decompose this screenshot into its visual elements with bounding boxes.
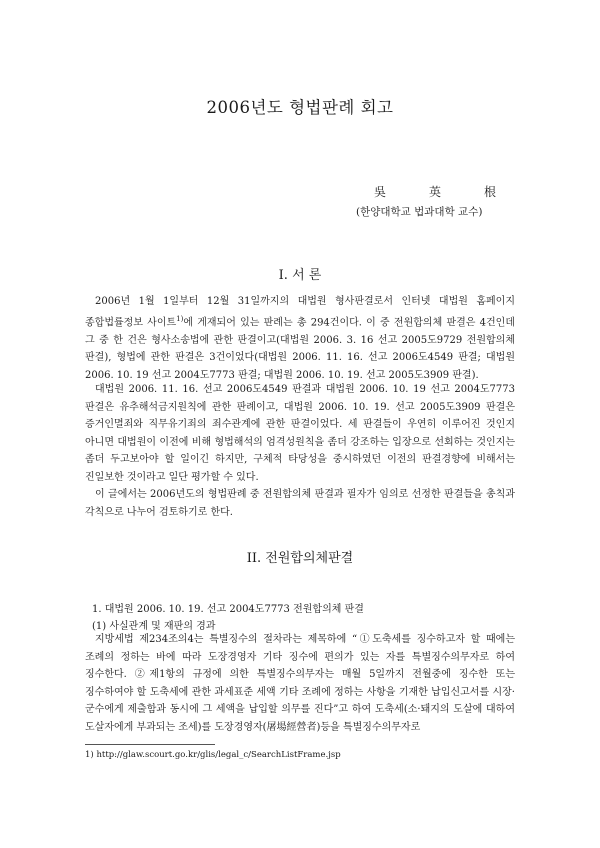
section-heading-introduction: I. 서 론 <box>278 268 322 283</box>
footnote-1 <box>85 750 341 760</box>
author-affiliation: (한양대학교 법과대학 교수) <box>356 206 483 218</box>
paragraph-3-text: 이 글에서는 2006년도의 형법판례 중 전원합의체 판결과 필자가 임의로 선정한 판결들을 총칙과 각칙으로 나누어 검토하기로 한다. <box>85 489 515 518</box>
footnote-divider <box>85 744 215 745</box>
paragraph-1-text-a: 2006년 1월 1일부터 12월 31일까지의 대법원 형사판결로서 인터넷 대법원 홈페이지 종합법률정보 사이트 <box>85 296 515 328</box>
author-char-3: 根 <box>483 185 496 199</box>
footnote-url[interactable]: http://glaw.scourt.go.kr/glis/legal_c/SearchListFrame.jsp <box>96 750 341 760</box>
paragraph-1 <box>85 293 515 384</box>
case-heading-1: 1. 대법원 2006. 10. 19. 선고 2004도7773 전원합의체 판결 <box>92 604 364 615</box>
footnote-number: 1) <box>85 750 94 760</box>
paragraph-4 <box>85 631 515 737</box>
paragraph-4-text: 지방세법 제234조의4는 특별징수의 절차라는 제목하에 “①도축세를 징수하고자 할 때에는 조례의 정하는 바에 따라 도장경영자 기타 징수에 편의가 있는 자를 특별징수의무자로 하여 징수한다. ②제1항의 규정에 의한 특별징수의무자는 매월 5일까지 전월중에 징수한 또는 징수하여야 할 도축세에 관한 과세표준 세액 기타 조례에 정하는 사항을 기재한 납입신고서를 시장·군수에게 제출함과 동시에 그 세액을 납입할 의무를 진다”고 하여 도축세(소·돼지의 도살에 대하여 도살자에게 부과되는 조세)를 도장경영자(屠場經營者)등을 특별징수의무자로 <box>85 634 515 733</box>
author-name <box>370 183 500 200</box>
section-heading-en-banc: II. 전원합의체판결 <box>246 551 354 566</box>
document-title: 2006년도 형법판례 회고 <box>206 98 394 117</box>
paragraph-3 <box>85 486 515 521</box>
author-char-1: 吳 <box>374 185 387 199</box>
footnote-ref-1[interactable]: 1) <box>176 314 184 323</box>
paragraph-1-text-b: 에 게재되어 있는 판례는 총 294건이다. 이 중 전원합의체 판결은 4건인데 그 중 한 건은 형사소송법에 관한 판결이고(대법원 2006. 3. 16 선고 2005도9729 전원합의체 판결), 형법에 관한 판결은 3건이었다(대법원 2006. 11. 16. 선고 2006도4549 판결; 대법원 2006. 10. 19 선고 2004도7773 판결; 대법원 2006. 10. 19. 선고 2005도3909 판결). <box>85 316 515 381</box>
paragraph-2 <box>85 381 515 487</box>
paragraph-2-text: 대법원 2006. 11. 16. 선고 2006도4549 판결과 대법원 2006. 10. 19 선고 2004도7773 판결은 유추해석금지원칙에 관한 판례이고, 대법원 2006. 10. 19. 선고 2005도3909 판결은 증거인멸죄와 직무유기죄의 죄수관계에 관한 판결이었다. 세 판결들이 우연히 이루어진 것인지 아니면 대법원이 이전에 비해 형법해석의 엄격성원칙을 좀더 강조하는 입장으로 선회하는 것인지는 좀더 두고보아야 할 일이긴 하지만, 구체적 타당성을 중시하였던 이전의 판결경향에 비해서는 진일보한 것이라고 일단 평가할 수 있다. <box>85 384 515 483</box>
author-char-2: 英 <box>428 185 441 199</box>
subheading-facts: (1) 사실관계 및 재판의 경과 <box>92 621 216 632</box>
